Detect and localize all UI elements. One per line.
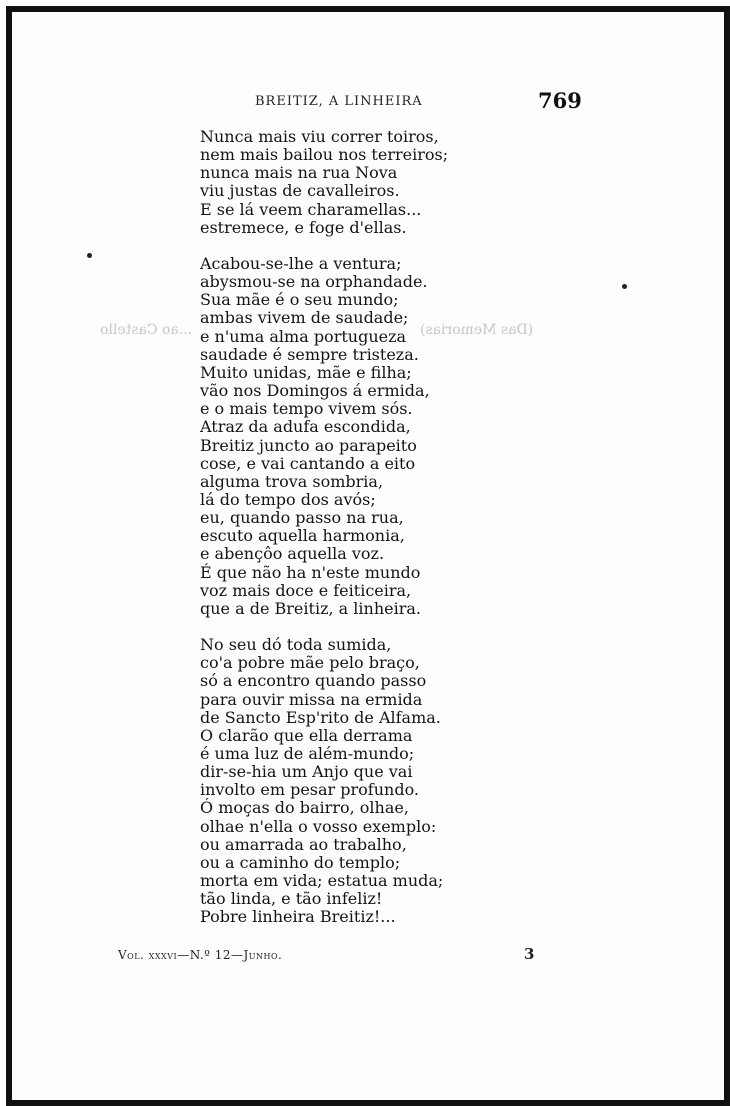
poem-line: Sua mãe é o seu mundo; — [200, 290, 399, 310]
page-number: 769 — [538, 88, 582, 113]
poem-line: co'a pobre mãe pelo braço, — [200, 653, 420, 673]
poem-line: eu, quando passo na rua, — [200, 508, 404, 528]
poem-line: Pobre linheira Breitiz!... — [200, 907, 396, 927]
poem-line: estremece, e foge d'ellas. — [200, 217, 407, 237]
poem-line: nunca mais na rua Nova — [200, 163, 398, 183]
poem-line: que a de Breitiz, a linheira. — [200, 598, 421, 618]
poem-line: No seu dó toda sumida, — [200, 635, 392, 655]
poem-line: Ó moças do bairro, olhae, — [200, 798, 409, 818]
poem-line: O clarão que ella derrama — [200, 725, 413, 745]
poem-line: e n'uma alma portugueza — [200, 326, 407, 346]
poem-line: nem mais bailou nos terreiros; — [200, 145, 449, 165]
poem-line: E se lá veem charamellas... — [200, 199, 422, 219]
signature-mark: 3 — [524, 945, 535, 963]
poem-line: e abençôo aquella voz. — [200, 544, 385, 564]
poem-line: saudade é sempre tristeza. — [200, 344, 419, 364]
volume-footer: Vol. xxxvi—N.º 12—Junho. — [118, 948, 283, 962]
poem-line: Nunca mais viu correr toiros, — [200, 127, 439, 146]
poem-line: voz mais doce e feiticeira, — [200, 580, 412, 600]
poem-line: vão nos Domingos á ermida, — [200, 381, 430, 401]
poem-line: involto em pesar profundo. — [200, 780, 420, 800]
poem — [200, 128, 460, 945]
poem-line: e o mais tempo vivem sós. — [200, 399, 413, 419]
poem-line: É que não ha n'este mundo — [200, 562, 421, 582]
poem-line: viu justas de cavalleiros. — [200, 181, 400, 201]
poem-line: é uma luz de além-mundo; — [200, 744, 415, 763]
poem-line: Breitiz juncto ao parapeito — [200, 435, 417, 455]
poem-line: Atraz da adufa escondida, — [200, 417, 411, 437]
poem-line: morta em vida; estatua muda; — [200, 871, 444, 891]
poem-line: olhae n'ella o vosso exemplo: — [200, 816, 437, 836]
poem-line: dir-se-hia um Anjo que vai — [200, 762, 413, 782]
poem-line: só a encontro quando passo — [200, 671, 427, 691]
poem-line: tão linda, e tão infeliz! — [200, 889, 383, 909]
poem-line: alguma trova sombria, — [200, 471, 384, 491]
poem-line: ambas vivem de saudade; — [200, 308, 409, 328]
stanza — [200, 636, 460, 927]
ink-spot — [622, 284, 627, 289]
poem-line: para ouvir missa na ermida — [200, 689, 423, 709]
show-through-text-left: ...ao Castello — [100, 322, 193, 338]
poem-line: Muito unidas, mãe e filha; — [200, 362, 412, 382]
stanza — [200, 255, 460, 618]
poem-line: de Sancto Esp'rito de Alfama. — [200, 707, 441, 727]
poem-line: abysmou-se na orphandade. — [200, 272, 428, 292]
poem-line: ou amarrada ao trabalho, — [200, 834, 407, 854]
poem-line: ou a caminho do templo; — [200, 852, 401, 872]
poem-line: Acabou-se-lhe a ventura; — [200, 253, 402, 273]
show-through-text-right: (Das Memorias) — [420, 322, 534, 338]
poem-line: cose, e vai cantando a eito — [200, 453, 416, 473]
ink-spot — [87, 253, 92, 258]
poem-line: lá do tempo dos avós; — [200, 489, 376, 509]
poem-line: escuto aquella harmonia, — [200, 526, 405, 546]
stanza — [200, 128, 460, 237]
running-head: BREITIZ, A LINHEIRA — [255, 94, 423, 109]
